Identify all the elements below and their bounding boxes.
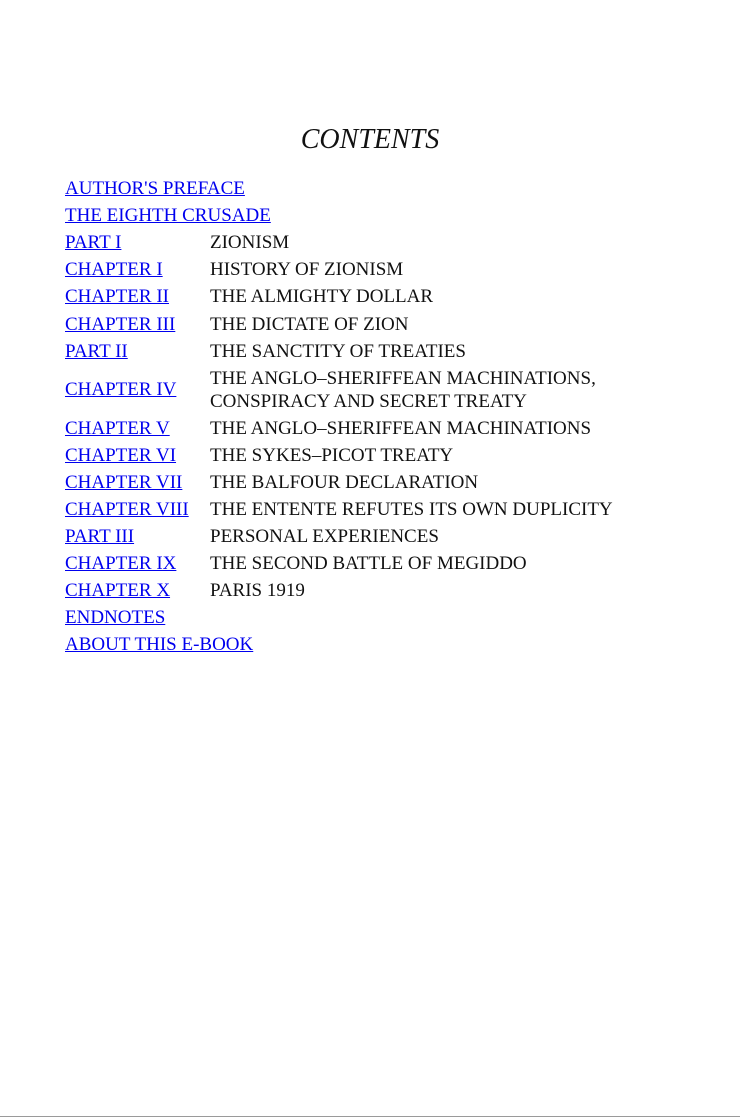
toc-row-part-1 <box>65 229 685 256</box>
toc-title-chapter-6: THE SYKES–PICOT TREATY <box>210 444 454 466</box>
toc-title-chapter-4: THE ANGLO–SHERIFFEAN MACHINATIONS, CONSPIRACY AND SECRET TREATY <box>210 367 596 412</box>
toc-link-chapter-8[interactable]: CHAPTER VIII <box>65 498 189 520</box>
toc-title-chapter-1: HISTORY OF ZIONISM <box>210 259 404 281</box>
toc-row-chapter-3 <box>65 310 685 337</box>
toc-title-part-3: PERSONAL EXPERIENCES <box>210 526 439 548</box>
toc-title-chapter-10: PARIS 1919 <box>210 580 305 602</box>
toc-row-chapter-6 <box>65 442 685 469</box>
toc-title-chapter-9: THE SECOND BATTLE OF MEGIDDO <box>210 553 527 575</box>
toc-link-endnotes[interactable]: ENDNOTES <box>65 607 166 629</box>
toc-link-part-1[interactable]: PART I <box>65 232 122 254</box>
toc-row-chapter-7 <box>65 469 685 496</box>
toc-link-part-2[interactable]: PART II <box>65 340 128 362</box>
page-title: CONTENTS <box>300 124 440 155</box>
toc-title-chapter-2: THE ALMIGHTY DOLLAR <box>210 286 434 308</box>
toc-row-chapter-2 <box>65 283 685 310</box>
toc-title-chapter-5: THE ANGLO–SHERIFFEAN MACHINATIONS <box>210 417 592 439</box>
toc-link-chapter-6[interactable]: CHAPTER VI <box>65 444 177 466</box>
toc-link-chapter-2[interactable]: CHAPTER II <box>65 286 169 308</box>
toc-link-chapter-5[interactable]: CHAPTER V <box>65 417 170 439</box>
toc-link-eighth-crusade[interactable]: THE EIGHTH CRUSADE <box>65 205 271 227</box>
toc-row-endnotes <box>65 604 685 631</box>
toc-row-chapter-10 <box>65 577 685 604</box>
toc-row-about-ebook <box>65 631 685 658</box>
toc-row-eighth-crusade <box>65 202 685 229</box>
table-of-contents <box>65 175 685 659</box>
toc-link-authors-preface[interactable]: AUTHOR'S PREFACE <box>65 178 245 200</box>
toc-title-chapter-3: THE DICTATE OF ZION <box>210 313 409 335</box>
toc-link-chapter-3[interactable]: CHAPTER III <box>65 313 176 335</box>
toc-title-chapter-7: THE BALFOUR DECLARATION <box>210 471 479 493</box>
toc-link-chapter-7[interactable]: CHAPTER VII <box>65 471 183 493</box>
toc-link-part-3[interactable]: PART III <box>65 526 135 548</box>
toc-title-chapter-8: THE ENTENTE REFUTES ITS OWN DUPLICITY <box>210 498 613 520</box>
toc-row-chapter-1 <box>65 256 685 283</box>
toc-link-chapter-10[interactable]: CHAPTER X <box>65 580 171 602</box>
toc-row-chapter-9 <box>65 550 685 577</box>
toc-link-about-ebook[interactable]: ABOUT THIS E-BOOK <box>65 634 254 656</box>
toc-title-part-2: THE SANCTITY OF TREATIES <box>210 340 466 362</box>
toc-title-part-1: ZIONISM <box>210 232 290 254</box>
toc-link-chapter-4[interactable]: CHAPTER IV <box>65 379 177 401</box>
toc-row-chapter-8 <box>65 496 685 523</box>
toc-row-authors-preface <box>65 175 685 202</box>
toc-row-chapter-5 <box>65 415 685 442</box>
toc-link-chapter-1[interactable]: CHAPTER I <box>65 259 163 281</box>
toc-link-chapter-9[interactable]: CHAPTER IX <box>65 553 177 575</box>
toc-row-part-2 <box>65 338 685 365</box>
toc-row-part-3 <box>65 523 685 550</box>
toc-row-chapter-4 <box>65 365 685 415</box>
